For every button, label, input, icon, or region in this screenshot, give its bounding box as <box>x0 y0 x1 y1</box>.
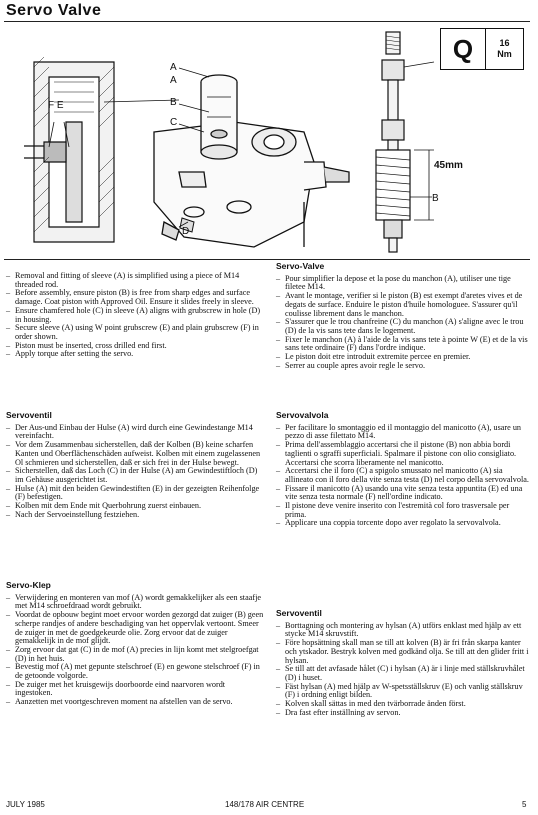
footer-page-number: 5 <box>522 800 527 809</box>
italian-item: – Applicare una coppia torcente dopo aver regolato la servovalvola. <box>276 519 530 528</box>
german-heading: Servoventil <box>6 410 52 420</box>
dutch-item: – Aanzetten met voortgeschreven moment na afstellen van de servo. <box>6 698 264 707</box>
dutch-item: – Verwijdering en monteren van mof (A) wordt gemakkelijker als een staafje met M14 schroefdraad wordt gebruikt. <box>6 594 264 611</box>
italian-item: – Il pistone deve venire inserito con l'estremità col foro trasversale per prima. <box>276 502 530 519</box>
label-f-e: F E <box>48 100 64 111</box>
torque-unit: Nm <box>497 49 512 59</box>
dutch-heading: Servo-Klep <box>6 580 51 590</box>
dutch-item: – Zorg ervoor dat gat (C) in de mof (A) precies in lijn komt met stelgroefgat (D) in het huis. <box>6 646 264 663</box>
french-section <box>276 262 530 370</box>
italian-section <box>276 411 530 528</box>
french-item: – Avant le montage, verifier si le piston (B) est exempt d'aretes vives et de degats de surface. Enduire le piston d'huile homologuee. S'assurer qu'il coulisse librement dans le manchon. <box>276 292 530 318</box>
english-section <box>6 272 264 359</box>
italian-item: – Per facilitare lo smontaggio ed il montaggio del manicotto (A), usare un pezzo di asse filettato M14. <box>276 424 530 441</box>
german-item: – Sicherstellen, daß das Loch (C) in der Hulse (A) am Gewindestiftloch (D) im Gehäuse ausgerichtet ist. <box>6 467 264 484</box>
swedish-item: – Dra fast efter inställning av servon. <box>276 709 530 718</box>
label-a-1: A <box>170 62 177 73</box>
english-item: – Before assembly, ensure piston (B) is free from sharp edges and surface damage. Coat piston with Approved Oil. Ensure it slides freely in sleeve. <box>6 289 264 306</box>
label-b-2: B <box>432 193 439 204</box>
dutch-section <box>6 581 264 707</box>
french-item: – Le piston doit etre introduit extremite percee en premier. <box>276 353 530 362</box>
dutch-item: – Voordat de opbouw begint moet ervoor worden gezorgd dat zuiger (B) geen scherpe randjes of andere beschadiging van het oppervlak vertoont. Smeer de zuiger in met de goedgekeurde olie. Zorg ervoor dat de zuiger gemakkelijk in de mof glijdt. <box>6 611 264 646</box>
english-item: – Secure sleeve (A) using W point grubscrew (E) and plain grubscrew (F) in order shown. <box>6 324 264 341</box>
french-item: – Fixer le manchon (A) à l'aide de la vis sans tete à pointe W (E) et de la vis sans tete ordinaire (F) dans l'ordre indique. <box>276 336 530 353</box>
german-item: – Der Aus-und Einbau der Hulse (A) wird durch eine Gewindestange M14 vereinfacht. <box>6 424 264 441</box>
torque-value: 16 <box>499 38 510 48</box>
footer-date: JULY 1985 <box>6 800 45 809</box>
swedish-section <box>276 609 530 717</box>
english-item: – Piston must be inserted, cross drilled end first. <box>6 342 264 351</box>
italian-item: – Prima dell'assemblaggio accertarsi che il pistone (B) non abbia bordi taglienti o sgraffi superficiali. Spalmare il pistone con olio consigliato. Accertarsi che scorra liberamente nel manicotto. <box>276 441 530 467</box>
dutch-item: – Bevestig mof (A) met gepunte stelschroef (E) en gewone stelschroef (F) in de getoonde volgorde. <box>6 663 264 680</box>
english-item: – Ensure chamfered hole (C) in sleeve (A) aligns with grubscrew in hole (D) in housing. <box>6 307 264 324</box>
swedish-item: – Fäst hylsan (A) med hjälp av W-spetsställskruv (E) och vanlig ställskruv (F) i ordning enligt bilden. <box>276 683 530 700</box>
swedish-heading: Servoventil <box>276 608 322 618</box>
label-c: C <box>170 117 178 128</box>
figure-rule <box>4 259 530 260</box>
label-b-1: B <box>170 97 177 108</box>
swedish-item: – Kolven skall sättas in med den tvärborrade änden först. <box>276 700 530 709</box>
german-item: – Kolben mit dem Ende mit Querbohrung zuerst einbauen. <box>6 502 264 511</box>
footer-model: 148/178 AIR CENTRE <box>225 800 305 809</box>
english-item: – Removal and fitting of sleeve (A) is simplified using a piece of M14 threaded rod. <box>6 272 264 289</box>
german-section <box>6 411 264 519</box>
french-item: – Pour simplifier la depose et la pose du manchon (A), utiliser une tige filetee M14. <box>276 275 530 292</box>
swedish-item: – Borttagning och montering av hylsan (A) utförs enklast med hjälp av ett stycke M14 skruvstift. <box>276 622 530 639</box>
torque-symbol: Q <box>452 33 474 64</box>
dimension-label: 45mm <box>434 160 463 171</box>
dutch-item: – De zuiger met het kruisgewijs doorboorde eind naarvoren wordt ingestoken. <box>6 681 264 698</box>
french-item: – Serrer au couple apres avoir regle le servo. <box>276 362 530 371</box>
italian-item: – Fissare il manicotto (A) usando una vite senza testa appuntita (E) ed una vite senza testa normale (F) nell'ordine indicato. <box>276 485 530 502</box>
label-d: D <box>182 226 190 237</box>
label-a-2: A <box>170 75 177 86</box>
german-item: – Vor dem Zusammenbau sicherstellen, daß der Kolben (B) keine scharfen Kanten und Oberflächenschäden aufweist. Kolben mit einem zugelassenen Ol schmieren und sicherstellen, daß er sich frei in der Hulse bewegt. <box>6 441 264 467</box>
german-item: – Hulse (A) mit den beiden Gewindestiften (E) in der gezeigten Reihenfolge (F) befestigen. <box>6 485 264 502</box>
italian-heading: Servovalvola <box>276 410 329 420</box>
torque-value-cell <box>485 29 523 69</box>
french-item: – S'assurer que le trou chanfreine (C) du manchon (A) s'aligne avec le trou (D) de la vis sans tete dans le logement. <box>276 318 530 335</box>
torque-spec-box <box>440 28 524 70</box>
italian-item: – Accertarsi che il foro (C) a spigolo smussato nel manicotto (A) sia allineato con il foro della vite senza testa (D) nel corpo della servovalvola. <box>276 467 530 484</box>
german-item: – Nach der Servoeinstellung festziehen. <box>6 511 264 520</box>
english-item: – Apply torque after setting the servo. <box>6 350 264 359</box>
swedish-item: – Se till att det avfasade hålet (C) i hylsan (A) är i linje med ställskruvhålet (D) i huset. <box>276 665 530 682</box>
swedish-item: – Före hopsättning skall man se till att kolven (B) är fri från skarpa kanter och ytskador. Bestryk kolven med godkänd olja. Se till att den glider fritt i hylsan. <box>276 639 530 665</box>
page-title: Servo Valve <box>6 2 102 19</box>
french-heading: Servo-Valve <box>276 261 325 271</box>
